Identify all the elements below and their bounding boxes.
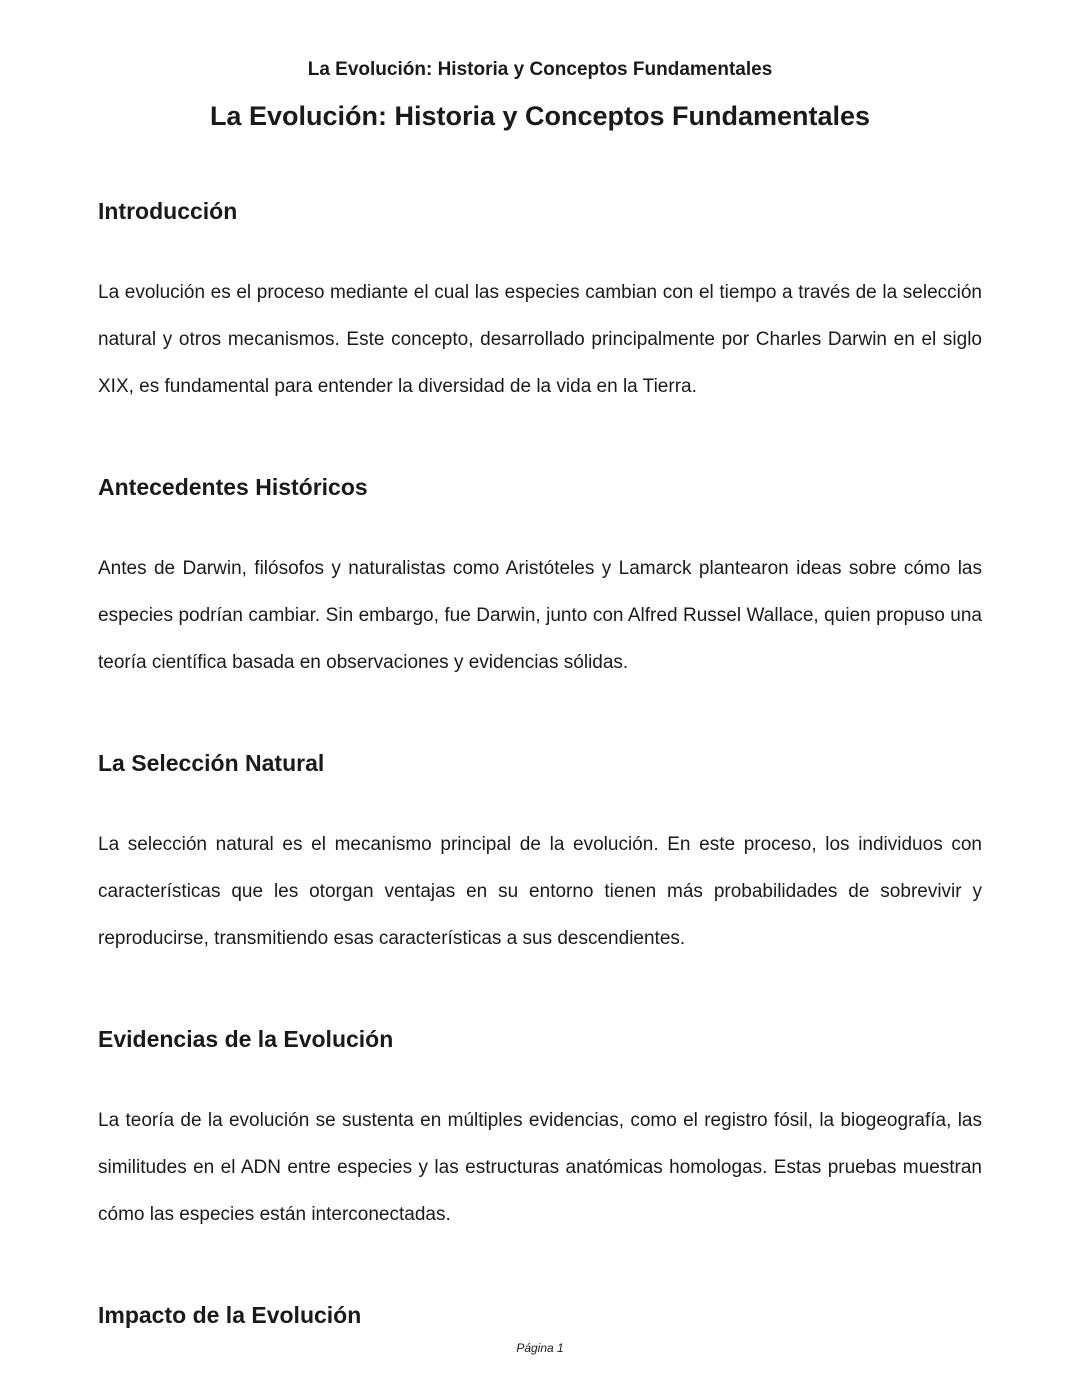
running-header: La Evolución: Historia y Conceptos Fundamentales (307, 59, 773, 80)
section-heading: Antecedentes Históricos (98, 474, 368, 500)
page-number: Página 1 (516, 1341, 564, 1355)
section-heading: Evidencias de la Evolución (98, 1026, 394, 1052)
section-heading: Impacto de la Evolución (98, 1302, 362, 1328)
document-title: La Evolución: Historia y Conceptos Fundamentales (209, 101, 871, 131)
section-heading: La Selección Natural (98, 750, 325, 776)
section-evidencias (98, 1019, 982, 1238)
section-paragraph: La teoría de la evolución se sustenta en múltiples evidencias, como el registro fósil, la biogeografía, las similitudes en el ADN entre especies y las estructuras anatómicas homologas. Estas pruebas muestran cómo las especies están interconectadas. (98, 1110, 982, 1225)
section-antecedentes (98, 467, 982, 686)
section-seleccion-natural (98, 743, 982, 962)
section-paragraph: La selección natural es el mecanismo principal de la evolución. En este proceso, los individuos con características que les otorgan ventajas en su entorno tienen más probabilidades de sobrevivir y reproducirse, transmitiendo esas características a sus descendientes. (98, 834, 982, 949)
section-paragraph: Antes de Darwin, filósofos y naturalistas como Aristóteles y Lamarck plantearon ideas sobre cómo las especies podrían cambiar. Sin embargo, fue Darwin, junto con Alfred Russel Wallace, quien propuso una teoría científica basada en observaciones y evidencias sólidas. (98, 558, 982, 673)
section-impacto (98, 1295, 982, 1335)
section-heading: Introducción (98, 198, 238, 224)
section-paragraph: La evolución es el proceso mediante el cual las especies cambian con el tiempo a través de la selección natural y otros mecanismos. Este concepto, desarrollado principalmente por Charles Darwin en el siglo XIX, es fundamental para entender la diversidad de la vida en la Tierra. (98, 282, 982, 397)
section-introduccion (98, 191, 982, 410)
document-body (98, 191, 982, 1392)
